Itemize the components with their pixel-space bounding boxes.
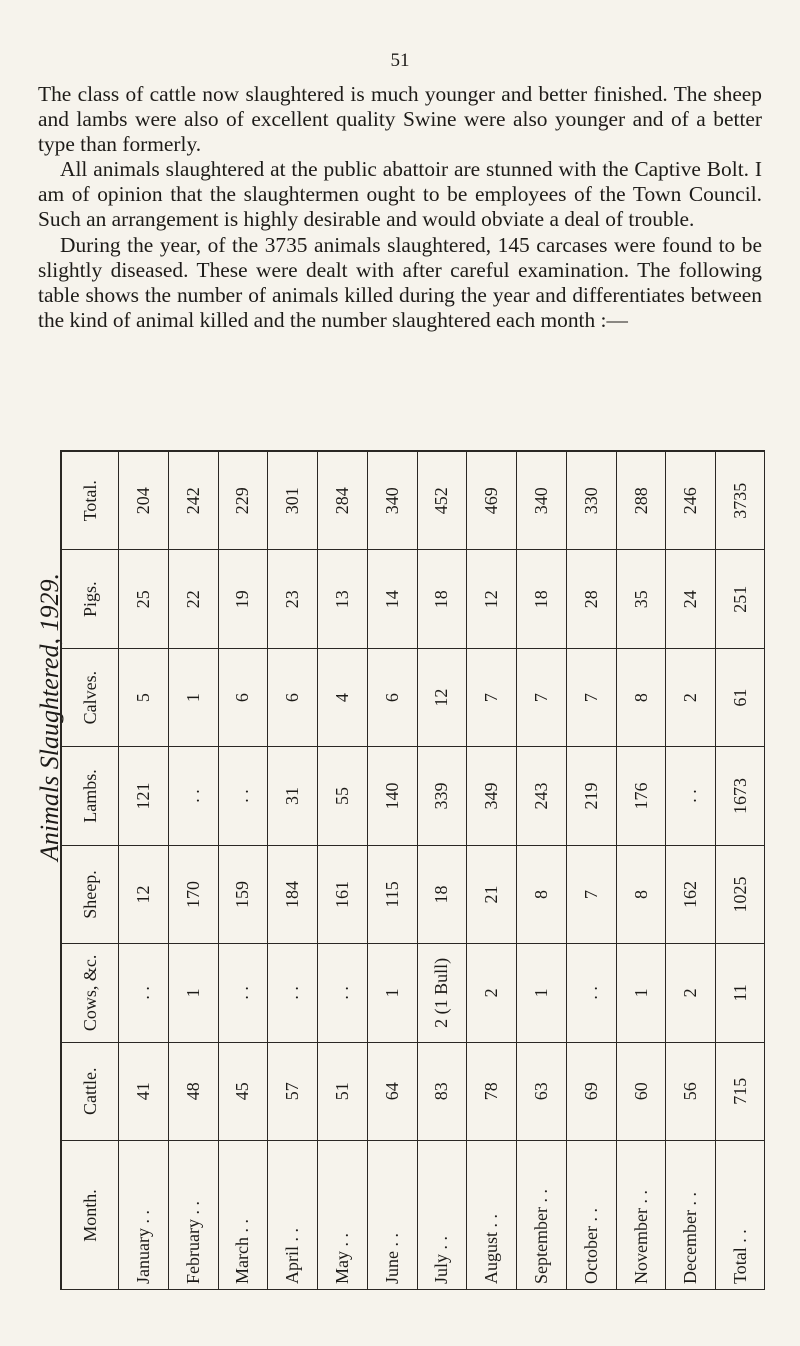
cell-cows: 1 (168, 944, 218, 1042)
header-total: Total. (62, 452, 119, 550)
slaughter-table (61, 451, 765, 1290)
cell-calves: 7 (517, 648, 567, 746)
cell-calves: 6 (218, 648, 268, 746)
cell-sheep: 8 (517, 845, 567, 943)
header-cattle: Cattle. (62, 1042, 119, 1140)
cell-pigs: 14 (367, 550, 417, 648)
cell-sheep: 12 (119, 845, 169, 943)
cell-sheep: 1025 (716, 845, 765, 943)
cell-cows: 2 (1 Bull) (417, 944, 467, 1042)
cell-pigs: 22 (168, 550, 218, 648)
cell-calves: 7 (467, 648, 517, 746)
cell-cattle: 715 (716, 1042, 765, 1140)
cell-month: November . . (616, 1141, 666, 1291)
cell-month: October . . (566, 1141, 616, 1291)
cell-sheep: 161 (318, 845, 368, 943)
cell-sheep: 159 (218, 845, 268, 943)
table-total-row (716, 452, 765, 1291)
cell-lambs: 55 (318, 747, 368, 845)
cell-pigs: 23 (268, 550, 318, 648)
cell-calves: 12 (417, 648, 467, 746)
cell-total: 340 (517, 452, 567, 550)
table-title: Animals Slaughtered, 1929. (35, 573, 64, 861)
cell-lambs: . . (168, 747, 218, 845)
cell-cows: . . (218, 944, 268, 1042)
cell-calves: 2 (666, 648, 716, 746)
cell-lambs: 121 (119, 747, 169, 845)
cell-lambs: 31 (268, 747, 318, 845)
table-row (168, 452, 218, 1291)
cell-pigs: 251 (716, 550, 765, 648)
body-text (38, 82, 762, 333)
table-row (119, 452, 169, 1291)
cell-lambs: 243 (517, 747, 567, 845)
cell-lambs: 1673 (716, 747, 765, 845)
cell-cows: . . (119, 944, 169, 1042)
cell-cattle: 63 (517, 1042, 567, 1140)
cell-calves: 8 (616, 648, 666, 746)
cell-month: January . . (119, 1141, 169, 1291)
cell-total: 330 (566, 452, 616, 550)
cell-calves: 61 (716, 648, 765, 746)
cell-sheep: 18 (417, 845, 467, 943)
header-lambs: Lambs. (62, 747, 119, 845)
cell-total: 229 (218, 452, 268, 550)
table-header-row (62, 452, 119, 1291)
header-cows: Cows, &c. (62, 944, 119, 1042)
cell-pigs: 18 (417, 550, 467, 648)
cell-cattle: 41 (119, 1042, 169, 1140)
table-row (417, 452, 467, 1291)
cell-cattle: 51 (318, 1042, 368, 1140)
cell-cows: 2 (467, 944, 517, 1042)
cell-calves: 6 (367, 648, 417, 746)
cell-sheep: 8 (616, 845, 666, 943)
cell-month: April . . (268, 1141, 318, 1291)
cell-month: May . . (318, 1141, 368, 1291)
cell-total: 469 (467, 452, 517, 550)
paragraph: During the year, of the 3735 animals slaughtered, 145 carcases were found to be slightly diseased. These were dealt with after careful examination. The following table shows the number of animals killed during the year and differentiates between the kind of animal killed and the number slaughtered each month :— (38, 232, 762, 332)
cell-pigs: 19 (218, 550, 268, 648)
cell-calves: 4 (318, 648, 368, 746)
cell-month: July . . (417, 1141, 467, 1291)
cell-total: 204 (119, 452, 169, 550)
table-row (666, 452, 716, 1291)
page-number: 51 (390, 50, 410, 71)
cell-sheep: 184 (268, 845, 318, 943)
cell-calves: 7 (566, 648, 616, 746)
cell-sheep: 21 (467, 845, 517, 943)
cell-cattle: 64 (367, 1042, 417, 1140)
cell-total: 340 (367, 452, 417, 550)
header-pigs: Pigs. (62, 550, 119, 648)
cell-total: 301 (268, 452, 318, 550)
table-row (367, 452, 417, 1291)
cell-cattle: 56 (666, 1042, 716, 1140)
cell-pigs: 18 (517, 550, 567, 648)
cell-total: 288 (616, 452, 666, 550)
cell-month: March . . (218, 1141, 268, 1291)
table-row (616, 452, 666, 1291)
cell-month: Total . . (716, 1141, 765, 1291)
cell-lambs: 349 (467, 747, 517, 845)
table-body (119, 452, 766, 1291)
cell-cattle: 69 (566, 1042, 616, 1140)
cell-cattle: 45 (218, 1042, 268, 1140)
cell-cows: 1 (517, 944, 567, 1042)
cell-pigs: 13 (318, 550, 368, 648)
cell-cattle: 78 (467, 1042, 517, 1140)
cell-cattle: 48 (168, 1042, 218, 1140)
header-calves: Calves. (62, 648, 119, 746)
cell-lambs: 219 (566, 747, 616, 845)
cell-total: 284 (318, 452, 368, 550)
cell-month: February . . (168, 1141, 218, 1291)
cell-total: 246 (666, 452, 716, 550)
cell-lambs: 140 (367, 747, 417, 845)
cell-cows: 1 (616, 944, 666, 1042)
cell-calves: 1 (168, 648, 218, 746)
table-row (467, 452, 517, 1291)
paragraph: All animals slaughtered at the public abattoir are stunned with the Captive Bolt. I am of opinion that the slaughtermen ought to be employees of the Town Council. Such an arrangement is highly desirable and would obviate a deal of trouble. (38, 157, 762, 232)
table-row (218, 452, 268, 1291)
cell-cattle: 60 (616, 1042, 666, 1140)
cell-total: 242 (168, 452, 218, 550)
table-row (566, 452, 616, 1291)
table-row (517, 452, 567, 1291)
cell-month: September . . (517, 1141, 567, 1291)
cell-lambs: 339 (417, 747, 467, 845)
cell-sheep: 170 (168, 845, 218, 943)
cell-pigs: 24 (666, 550, 716, 648)
cell-lambs: . . (666, 747, 716, 845)
cell-cows: 11 (716, 944, 765, 1042)
cell-total: 452 (417, 452, 467, 550)
cell-lambs: 176 (616, 747, 666, 845)
cell-month: August . . (467, 1141, 517, 1291)
cell-pigs: 28 (566, 550, 616, 648)
cell-cows: 2 (666, 944, 716, 1042)
slaughter-table-rotated (61, 451, 765, 1290)
table-row (318, 452, 368, 1291)
cell-cattle: 83 (417, 1042, 467, 1140)
cell-lambs: . . (218, 747, 268, 845)
cell-cows: 1 (367, 944, 417, 1042)
cell-cattle: 57 (268, 1042, 318, 1140)
cell-cows: . . (566, 944, 616, 1042)
cell-cows: . . (318, 944, 368, 1042)
cell-total: 3735 (716, 452, 765, 550)
paragraph: The class of cattle now slaughtered is much younger and better finished. The sheep and lambs were also of excellent quality Swine were also younger and of a better type than formerly. (38, 82, 762, 157)
cell-month: December . . (666, 1141, 716, 1291)
cell-sheep: 115 (367, 845, 417, 943)
cell-pigs: 35 (616, 550, 666, 648)
cell-calves: 6 (268, 648, 318, 746)
header-month: Month. (62, 1141, 119, 1291)
cell-cows: . . (268, 944, 318, 1042)
cell-month: June . . (367, 1141, 417, 1291)
cell-calves: 5 (119, 648, 169, 746)
cell-pigs: 25 (119, 550, 169, 648)
slaughter-table-frame (60, 450, 765, 1290)
header-sheep: Sheep. (62, 845, 119, 943)
table-row (268, 452, 318, 1291)
cell-sheep: 7 (566, 845, 616, 943)
cell-sheep: 162 (666, 845, 716, 943)
cell-pigs: 12 (467, 550, 517, 648)
